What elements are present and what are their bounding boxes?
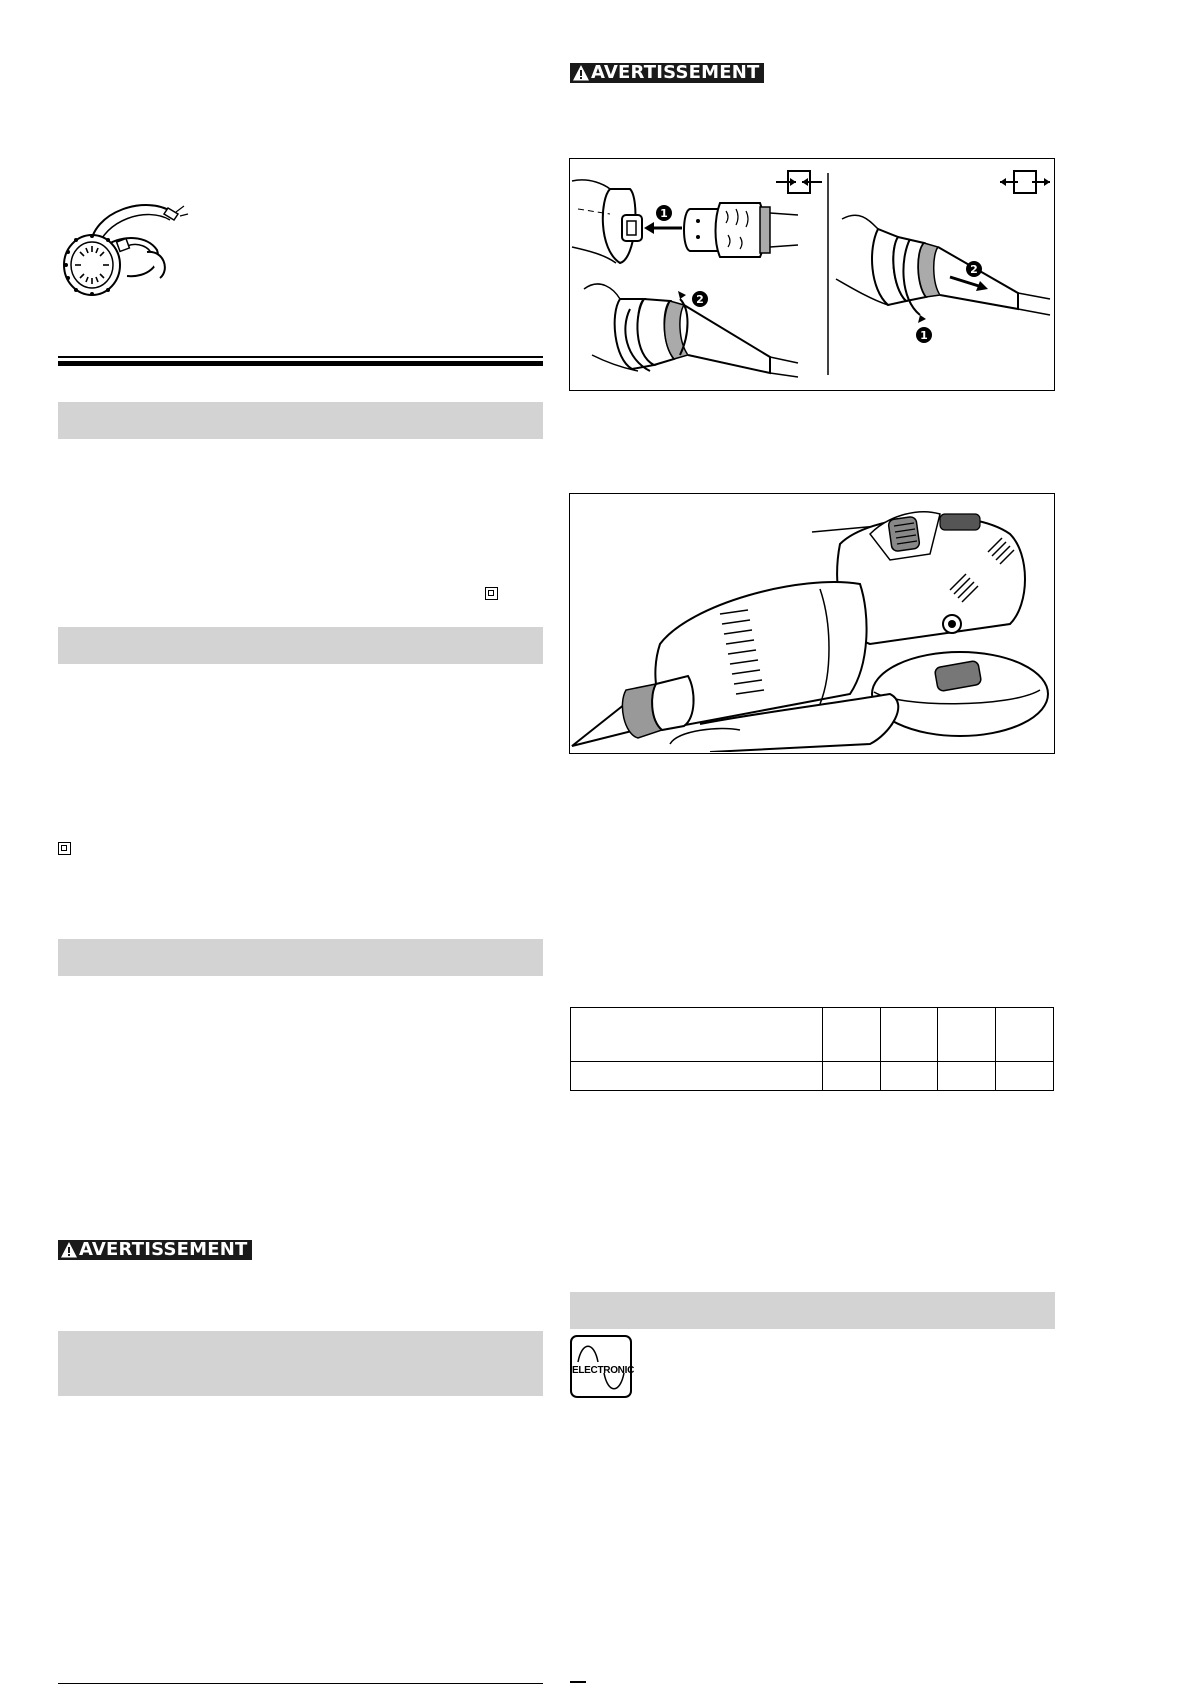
electronic-label: ELECTRONIC xyxy=(572,1365,635,1376)
section-header-band-2 xyxy=(58,627,543,664)
warning-label: AVERTISSEMENT xyxy=(79,1239,248,1260)
warning-badge xyxy=(58,1240,252,1260)
table-cell xyxy=(880,1008,938,1062)
table-cell xyxy=(880,1062,938,1091)
table-cell xyxy=(571,1062,823,1091)
sander-figure xyxy=(569,493,1055,754)
table-cell xyxy=(938,1008,996,1062)
warning-badge xyxy=(570,63,764,83)
electronic-icon xyxy=(570,1335,635,1398)
table-cell xyxy=(571,1008,823,1062)
table-cell xyxy=(822,1008,880,1062)
disconnect-symbol-icon xyxy=(1000,171,1050,193)
table-cell xyxy=(938,1062,996,1091)
table-row xyxy=(571,1008,1054,1062)
spec-table xyxy=(570,1007,1054,1091)
sander-illustration xyxy=(570,494,1053,752)
cord-connection-illustration xyxy=(570,159,1053,389)
footer-rule xyxy=(58,1683,543,1684)
table-cell xyxy=(996,1008,1054,1062)
section-header-band-4 xyxy=(58,1331,543,1396)
step-marker: 2 xyxy=(696,293,704,306)
table-row xyxy=(571,1062,1054,1091)
warning-label: AVERTISSEMENT xyxy=(591,62,760,83)
double-insulation-symbol xyxy=(58,842,71,855)
table-cell xyxy=(822,1062,880,1091)
step-marker: 2 xyxy=(970,263,978,276)
table-cell xyxy=(996,1062,1054,1091)
footer-page-mark xyxy=(570,1681,586,1683)
section-header-band-1 xyxy=(58,402,543,439)
section-header-band-3 xyxy=(58,939,543,976)
warning-triangle-icon xyxy=(572,64,590,82)
cord-connection-figure xyxy=(569,158,1055,391)
double-insulation-symbol xyxy=(485,587,498,600)
step-marker: 1 xyxy=(660,207,668,220)
connect-symbol-icon xyxy=(776,171,822,193)
section-header-band-5 xyxy=(570,1292,1055,1329)
section-divider-rule xyxy=(58,356,543,358)
section-divider-rule-thick xyxy=(58,361,543,366)
respirator-illustration xyxy=(52,190,202,310)
warning-triangle-icon xyxy=(60,1241,78,1259)
step-marker: 1 xyxy=(920,329,928,342)
